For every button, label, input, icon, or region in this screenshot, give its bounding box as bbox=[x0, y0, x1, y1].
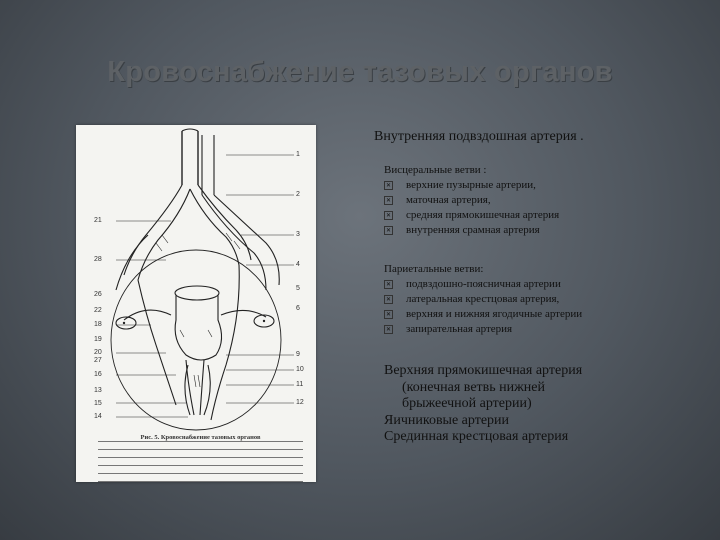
figure-label-20: 20 bbox=[94, 349, 102, 356]
figure-label-11: 11 bbox=[296, 381, 304, 388]
checkbox-bullet-icon: ✕ bbox=[385, 196, 392, 204]
visceral-branches-list bbox=[384, 163, 559, 238]
list-item: ✕ верхние пузырные артерии, bbox=[385, 179, 536, 191]
figure-label-22: 22 bbox=[94, 307, 102, 314]
list-item: ✕ верхняя и нижняя ягодичные артерии bbox=[385, 308, 583, 320]
checkbox-bullet-icon: ✕ bbox=[385, 181, 392, 189]
figure-label-6: 6 bbox=[296, 305, 300, 312]
checkbox-bullet-icon: ✕ bbox=[385, 325, 392, 333]
pelvic-blood-supply-figure bbox=[76, 125, 316, 482]
figure-label-10: 10 bbox=[296, 366, 304, 373]
visceral-label: Висцеральные ветви : bbox=[384, 164, 487, 176]
figure-label-21: 21 bbox=[94, 217, 102, 224]
figure-label-26: 26 bbox=[94, 291, 102, 298]
checkbox-bullet-icon: ✕ bbox=[385, 280, 392, 288]
list-item: ✕ внутренняя срамная артерия bbox=[385, 224, 540, 236]
checkbox-bullet-icon: ✕ bbox=[385, 310, 392, 318]
figure-caption bbox=[98, 434, 303, 489]
figure-label-12: 12 bbox=[296, 399, 304, 406]
checkbox-bullet-icon: ✕ bbox=[385, 211, 392, 219]
other-arteries-block bbox=[384, 363, 582, 446]
figure-caption-title: Рис. 5. Кровоснабжение тазовых органов bbox=[140, 434, 261, 441]
list-item: ✕ латеральная крестцовая артерия, bbox=[385, 293, 560, 305]
superior-rectal-artery-line: Верхняя прямокишечная артерия bbox=[384, 363, 583, 378]
figure-label-14: 14 bbox=[94, 413, 102, 420]
figure-label-18: 18 bbox=[94, 321, 102, 328]
figure-label-16: 16 bbox=[94, 371, 102, 378]
figure-label-19: 19 bbox=[94, 336, 102, 343]
ovarian-arteries-line: Яичниковые артерии bbox=[384, 412, 510, 428]
figure-label-4: 4 bbox=[296, 261, 300, 268]
figure-label-15: 15 bbox=[94, 400, 102, 407]
figure-label-9: 9 bbox=[296, 351, 300, 358]
anatomy-drawing bbox=[76, 125, 316, 482]
internal-iliac-heading: Внутренняя подвздошная артерия . bbox=[374, 129, 584, 144]
list-item: ✕ подвздошно-поясничная артерии bbox=[385, 278, 561, 290]
list-item: ✕ средняя прямокишечная артерия bbox=[385, 209, 560, 221]
figure-label-27: 27 bbox=[94, 357, 102, 364]
figure-label-2: 2 bbox=[296, 191, 300, 198]
superior-rectal-note-line1: (конечная ветвь нижней bbox=[402, 379, 546, 395]
figure-label-28: 28 bbox=[94, 256, 102, 263]
list-item: ✕ маточная артерия, bbox=[385, 194, 491, 206]
figure-label-13: 13 bbox=[94, 387, 102, 394]
superior-rectal-note-line2: брыжеечной артерии) bbox=[402, 396, 532, 411]
parietal-branches-list bbox=[384, 262, 582, 337]
checkbox-bullet-icon: ✕ bbox=[385, 226, 392, 234]
slide-title: Кровоснабжение тазовых органов bbox=[107, 56, 613, 88]
median-sacral-artery-line: Срединная крестцовая артерия bbox=[384, 429, 569, 444]
list-item: ✕ запирательная артерия bbox=[385, 323, 513, 335]
parietal-label: Париетальные ветви: bbox=[384, 263, 484, 275]
figure-label-1: 1 bbox=[296, 151, 300, 158]
checkbox-bullet-icon: ✕ bbox=[385, 295, 392, 303]
figure-label-5: 5 bbox=[296, 285, 300, 292]
figure-label-3: 3 bbox=[296, 231, 300, 238]
